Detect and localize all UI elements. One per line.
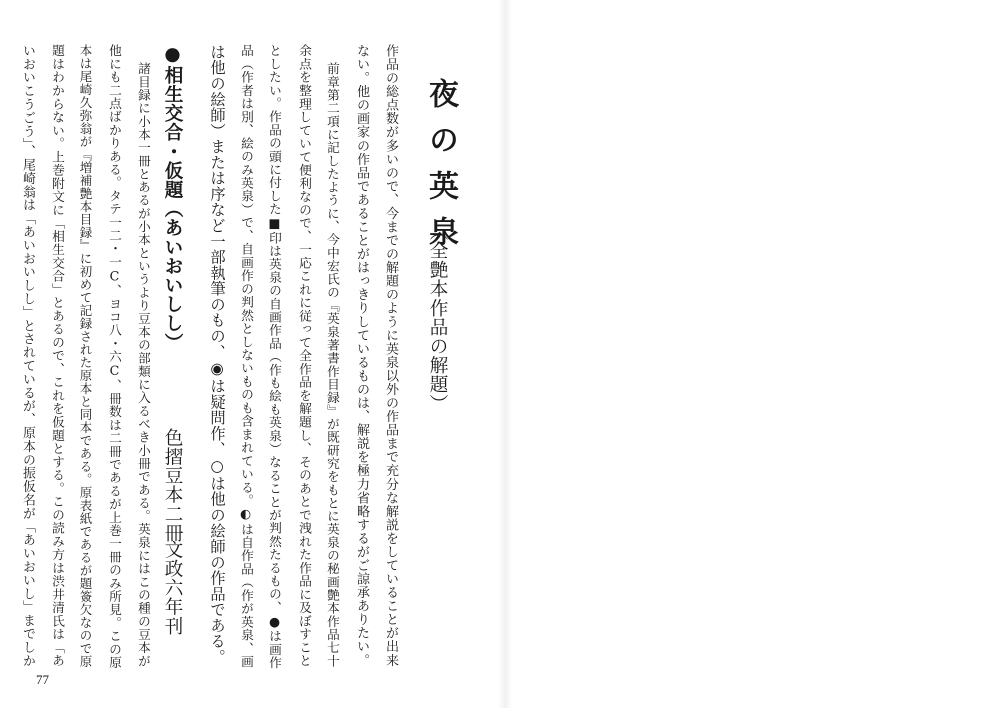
entry-line-2: 他にも二点ばかりある。タテ一二・一C、ヨコ八・六C、冊数は二冊であるが上巻一冊のみ所見。この原 [107,44,122,669]
book-gutter [498,0,512,708]
intro-line-2: ない。他の画家の作品であることがはっきりしているものは、解説を極力省略するがご諒承ありたい。 [354,44,369,667]
intro-line-3: 前章第二項に記したように、今中宏氏の『英泉著書作目録』が既研究をもとに英泉の秘画艶本作品七十 [325,62,340,668]
intro-line-4: 余点を整理していて便利なので、一応これに従って全作品を解題し、そのあとで洩れた作品に及ぼすこと [296,44,311,668]
entry-line-5: いおいこうごう」、尾崎翁は「あいおいしし」とされているが、原本の振仮名が「あいおいし」までしか [20,44,35,668]
article-subtitle: （全艶本作品の解題） [427,222,448,413]
entry-heading: ●相生交合・仮題（あいおいしし） [162,44,183,352]
entry-date: 文政六年刊 [162,540,183,636]
entry-line-3: 本は尾崎久弥翁が『増補艶本目録』に初めて記録された原本と同本である。原表紙であるが題簽欠なので原 [78,44,93,668]
intro-line-1: 作品の総点数が多いので、今までの解題のように英泉以外の作品まで充分な解説をしていることが出来 [383,44,398,667]
intro-line-5: としたい。作品の頭に付した■印は英泉の自画作品（作も絵も英泉）なることが判然たるもの、●は画作 [267,44,282,669]
entry-line-4: 題はわからない。上巻附文に「相生交合」とあるので、これを仮題とする。この読み方は渋井清氏は「あ [49,44,64,668]
article-title: 夜の英泉 [423,78,458,262]
entry-line-1: 諸目録に小本一冊とあるが小本というより豆本の部類に入るべき小冊である。英泉にはこの種の豆本が [136,62,151,668]
entry-format: 色摺豆本二冊 [162,428,183,543]
intro-line-7: は他の絵師）または序など一部執筆のもの、◉は疑問作、○は他の絵師の作品である。 [208,44,226,665]
intro-line-6: 品（作者は別、絵のみ英泉）で、自画作の判然としないものも含まれている。◐は自作品（作が英泉、画 [238,44,253,669]
page-number: 77 [36,672,49,687]
